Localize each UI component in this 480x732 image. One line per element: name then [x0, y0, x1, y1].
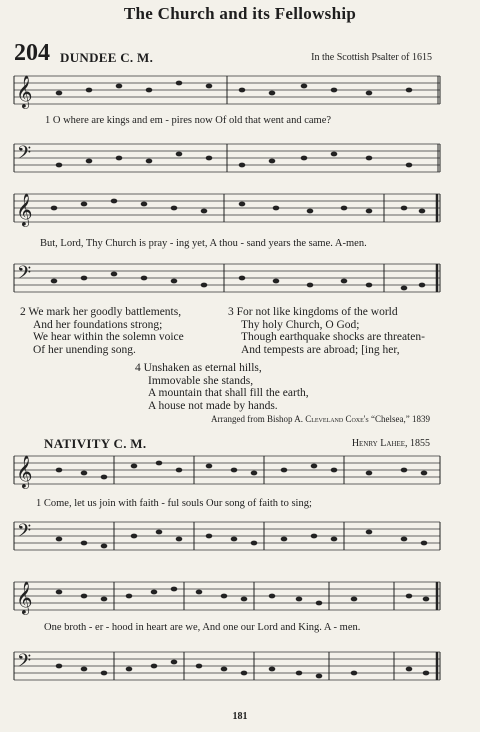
- music-staff-bass: [14, 648, 440, 688]
- music-staff-treble: [14, 72, 440, 112]
- stanza-line: Thy holy Church, O God;: [241, 318, 360, 331]
- arrangement-credit: Arranged from Bishop A. Cleveland Coxe's “Chelsea,” 1839: [210, 414, 430, 424]
- music-staff-treble: [14, 452, 440, 492]
- svg-text:𝄞: 𝄞: [16, 77, 33, 108]
- svg-text:𝄢: 𝄢: [17, 262, 32, 287]
- music-staff-treble: [14, 190, 440, 230]
- lyric-line: 1 O where are kings and em - pires now Of old that went and came?: [45, 115, 332, 126]
- svg-text:𝄞: 𝄞: [16, 583, 33, 614]
- page-title: The Church and its Fellowship: [123, 4, 357, 23]
- svg-text:𝄢: 𝄢: [17, 520, 32, 545]
- stanza-line: A mountain that shall fill the earth,: [148, 387, 309, 399]
- stanza-line: Though earthquake shocks are threaten-: [241, 331, 425, 343]
- svg-text:𝄞: 𝄞: [16, 195, 33, 226]
- svg-text:𝄞: 𝄞: [16, 457, 33, 488]
- svg-text:𝄢: 𝄢: [17, 650, 32, 675]
- music-staff-bass: [14, 518, 440, 558]
- stanza-line: 4 Unshaken as eternal hills,: [135, 362, 262, 374]
- hymn-number: 204: [14, 40, 50, 66]
- lyric-line: But, Lord, Thy Church is pray - ing yet, A thou - sand years the same. A-men.: [40, 238, 367, 249]
- stanza-line: We hear within the solemn voice: [33, 331, 184, 343]
- stanza-line: And her foundations strong;: [33, 318, 163, 331]
- lyric-line: One broth - er - hood in heart are we, And one our Lord and King. A - men.: [44, 622, 361, 633]
- tune-source: In the Scottish Psalter of 1615: [311, 52, 432, 63]
- lyric-line: 1 Come, let us join with faith - ful souls Our song of faith to sing;: [36, 498, 312, 509]
- stanza-line: 3 For not like kingdoms of the world: [228, 306, 398, 318]
- svg-text:𝄢: 𝄢: [17, 142, 32, 167]
- page-number: 181: [232, 711, 248, 722]
- tune-name-nativity: NATIVITY C. M.: [44, 436, 147, 451]
- music-staff-bass: [14, 140, 440, 180]
- music-staff-bass: [14, 260, 440, 300]
- music-staff-treble: [14, 578, 440, 618]
- stanza-line: Immovable she stands,: [148, 374, 254, 387]
- stanza-4: [135, 362, 309, 412]
- tune-name-dundee: DUNDEE C. M.: [60, 50, 154, 65]
- stanza-line: Of her unending song.: [33, 343, 136, 356]
- stanza-3: [228, 306, 425, 356]
- stanza-line: 2 We mark her goodly battlements,: [20, 306, 182, 318]
- composer: Henry Lahee, 1855: [351, 438, 430, 449]
- stanza-line: And tempests are abroad; [ing her,: [241, 343, 400, 356]
- stanza-2: [20, 306, 184, 356]
- stanza-line: A house not made by hands.: [148, 399, 278, 412]
